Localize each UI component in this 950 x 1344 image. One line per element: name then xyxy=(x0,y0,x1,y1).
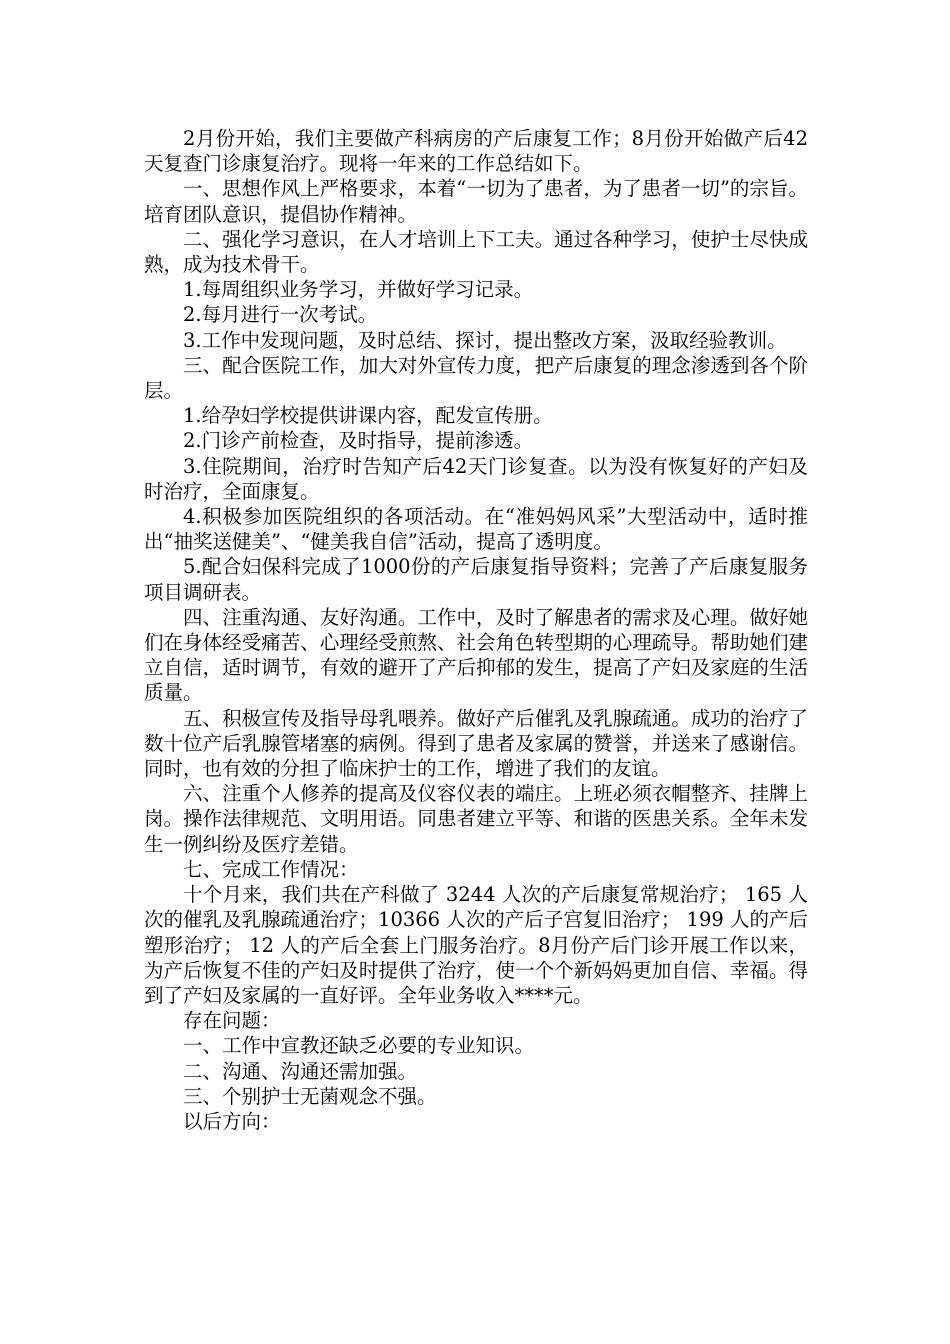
paragraph: 四、注重沟通、友好沟通。工作中，及时了解患者的需求及心理。做好她们在身体经受痛苦、心理经受煎熬、社会角色转型期的心理疏导。帮助她们建立自信，适时调节，有效的避开了产后抑郁的发生，提高了产妇及家庭的生活质量。 xyxy=(144,605,808,705)
paragraph: 3.工作中发现问题，及时总结、探讨，提出整改方案，汲取经验教训。 xyxy=(183,328,787,352)
paragraph: 以后方向： xyxy=(183,1109,281,1133)
paragraph: 存在问题： xyxy=(183,1009,281,1033)
document-body xyxy=(144,126,808,1134)
paragraph: 2.每月进行一次考试。 xyxy=(183,303,378,327)
paragraph: 七、完成工作情况： xyxy=(183,857,359,881)
paragraph: 3.住院期间，治疗时告知产后42天门诊复查。以为没有恢复好的产妇及时治疗，全面康复。 xyxy=(144,454,808,503)
paragraph: 5.配合妇保科完成了1000份的产后康复指导资料；完善了产后康复服务项目调研表。 xyxy=(144,555,808,604)
paragraph: 4.积极参加医院组织的各项活动。在“准妈妈风采”大型活动中，适时推出“抽奖送健美”、“健美我自信”活动，提高了透明度。 xyxy=(144,505,808,554)
paragraph: 一、工作中宣教还缺乏必要的专业知识。 xyxy=(183,1034,535,1058)
paragraph: 1.给孕妇学校提供讲课内容，配发宣传册。 xyxy=(183,404,553,428)
paragraph: 六、注重个人修养的提高及仪容仪表的端庄。上班必须衣帽整齐、挂牌上岗。操作法律规范、文明用语。同患者建立平等、和谐的医患关系。全年未发生一例纠纷及医疗差错。 xyxy=(144,782,808,856)
paragraph: 一、思想作风上严格要求，本着“一切为了患者，为了患者一切”的宗旨。培育团队意识，提倡协作精神。 xyxy=(144,177,808,226)
paragraph: 二、强化学习意识，在人才培训上下工夫。通过各种学习，使护士尽快成熟，成为技术骨干。 xyxy=(144,227,808,277)
paragraph: 三、配合医院工作，加大对外宣传力度，把产后康复的理念渗透到各个阶层。 xyxy=(144,353,808,403)
paragraph: 五、积极宣传及指导母乳喂养。做好产后催乳及乳腺疏通。成功的治疗了数十位产后乳腺管堵塞的病例。得到了患者及家属的赞誉，并送来了感谢信。同时，也有效的分担了临床护士的工作，增进了我们的友谊。 xyxy=(144,706,808,781)
paragraph: 2.门诊产前检查，及时指导，提前渗透。 xyxy=(183,429,534,453)
paragraph: 三、个别护士无菌观念不强。 xyxy=(183,1084,437,1108)
paragraph: 1.每周组织业务学习，并做好学习记录。 xyxy=(183,278,534,302)
paragraph: 二、沟通、沟通还需加强。 xyxy=(183,1059,418,1083)
paragraph: 十个月来，我们共在产科做了 3244 人次的产后康复常规治疗； 165 人次的催乳及乳腺疏通治疗；10366 人次的产后子宫复旧治疗； 199 人的产后塑形治疗； 12 人的产后全套上门服务治疗。8月份产后门诊开展工作以来，为产后恢复不佳的产妇及时提供了治疗，使一个个新妈妈更加自信、幸福。得到了产妇及家属的一直好评。全年业务收入****元。 xyxy=(144,883,808,1007)
paragraph: 2月份开始，我们主要做产科病房的产后康复工作；8月份开始做产后42天复查门诊康复治疗。现将一年来的工作总结如下。 xyxy=(144,127,808,176)
